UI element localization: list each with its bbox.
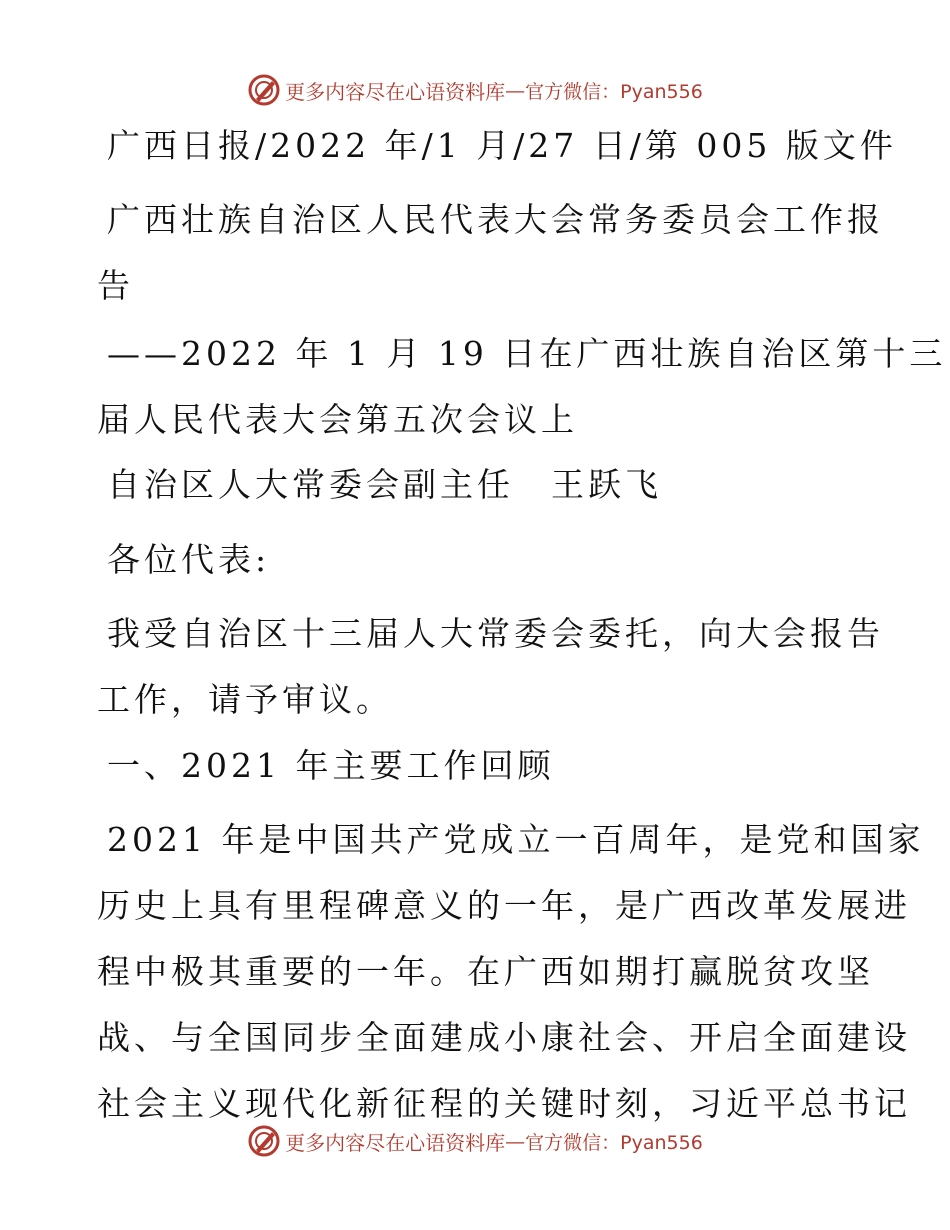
body-line: 程中极其重要的一年。在广西如期打赢脱贫攻坚	[97, 952, 874, 991]
watermark-separator: —	[505, 1129, 526, 1153]
pen-logo-icon	[247, 1124, 281, 1158]
watermark-brand-text: 更多内容尽在心语资料库	[285, 79, 506, 104]
watermark-contact-text: 官方微信：Pyan556	[525, 1131, 703, 1154]
pen-logo-icon	[247, 73, 281, 107]
watermark-brand-text: 更多内容尽在心语资料库	[285, 1130, 506, 1155]
body-line: 历史上具有里程碑意义的一年，是广西改革发展进	[97, 886, 911, 925]
watermark-separator: —	[505, 78, 526, 102]
intro-line: 我受自治区十三届人大常委会委托，向大会报告	[107, 614, 884, 653]
subtitle-line: 届人民代表大会第五次会议上	[97, 400, 578, 439]
intro-line: 工作，请予审议。	[97, 680, 393, 719]
body-line: 战、与全国同步全面建成小康社会、开启全面建设	[97, 1018, 911, 1057]
body-paragraph	[97, 807, 925, 1137]
speaker-line: 自治区人大常委会副主任 王跃飞	[107, 465, 662, 504]
watermark-banner-top	[0, 70, 950, 110]
salutation: 各位代表:	[107, 540, 271, 579]
body-line: 2021 年是中国共产党成立一百周年，是党和国家	[107, 820, 925, 859]
subtitle-line: ——2022 年 1 月 19 日在广西壮族自治区第十三	[107, 334, 947, 373]
document-title	[97, 187, 884, 319]
body-line: 社会主义现代化新征程的关键时刻，习近平总书记	[97, 1084, 911, 1123]
document-subtitle	[97, 321, 947, 453]
title-line: 告	[97, 266, 134, 305]
source-line: 广西日报/2022 年/1 月/27 日/第 005 版文件	[107, 126, 897, 165]
title-line: 广西壮族自治区人民代表大会常务委员会工作报	[107, 200, 884, 239]
intro-paragraph	[97, 601, 884, 733]
section-heading: 一、2021 年主要工作回顾	[107, 746, 555, 785]
watermark-banner-bottom	[0, 1121, 950, 1161]
watermark-contact-text: 官方微信：Pyan556	[525, 80, 703, 103]
